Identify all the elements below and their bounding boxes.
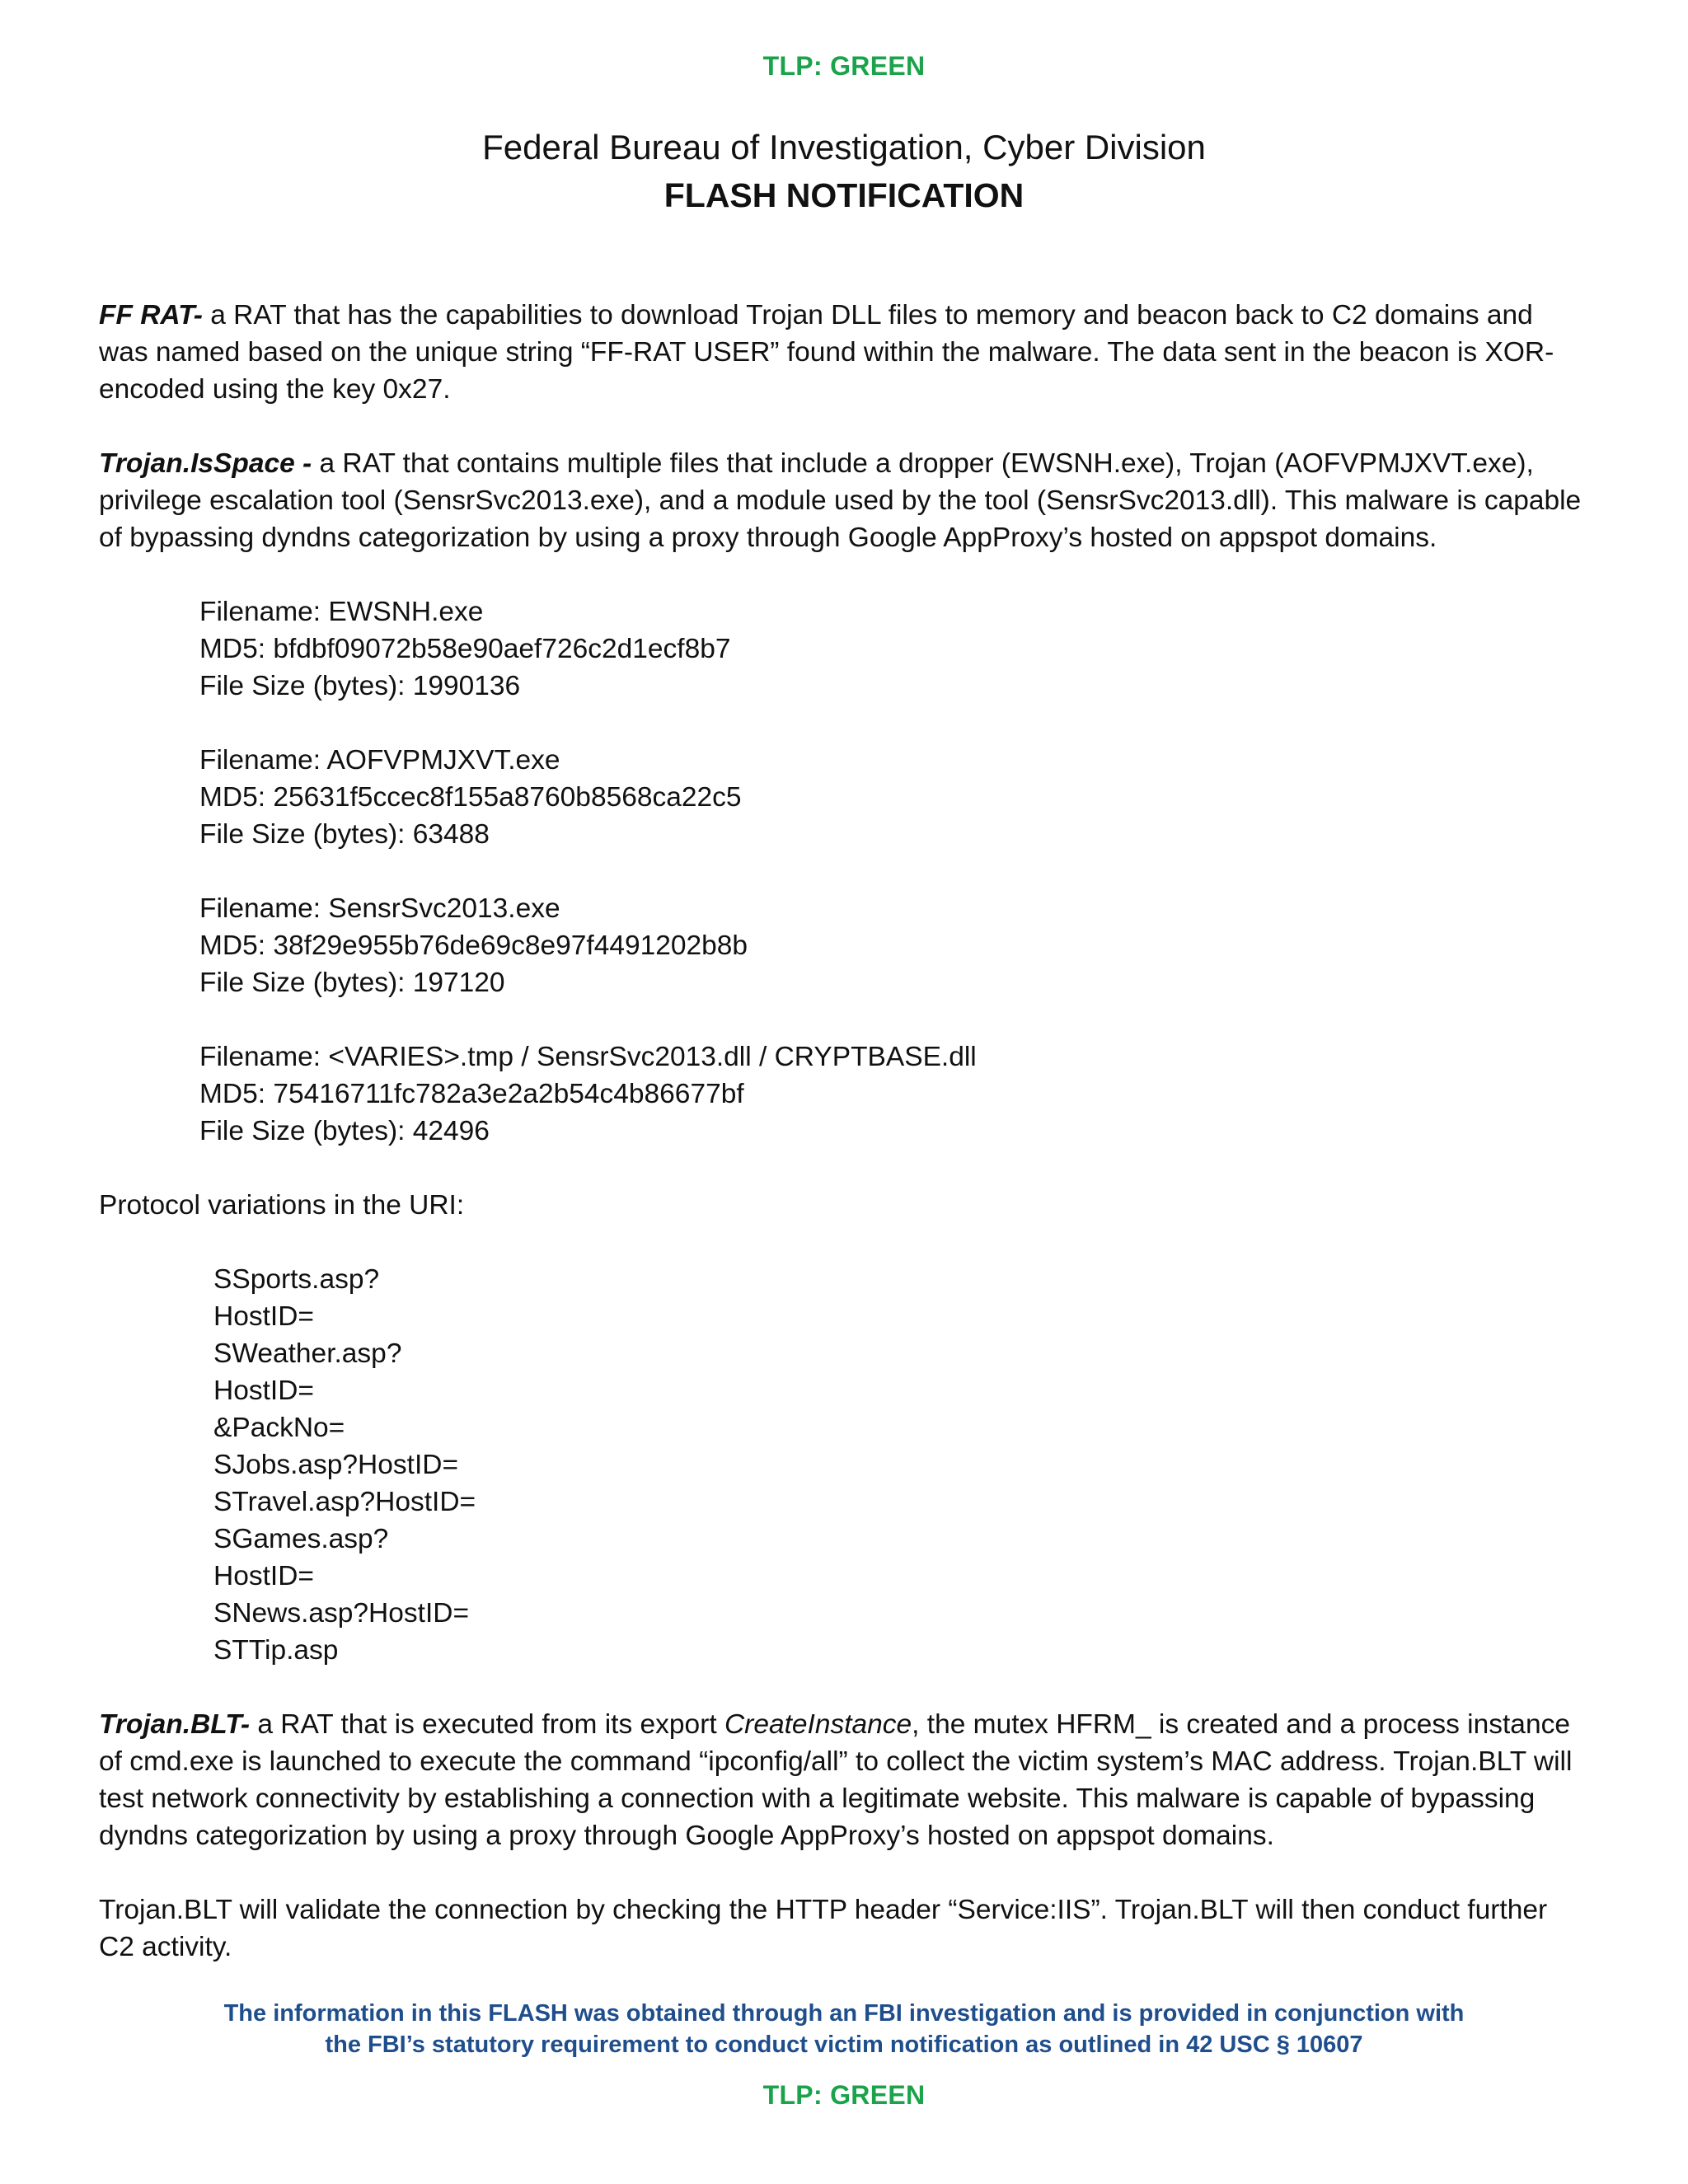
file-entry	[199, 742, 1582, 853]
blt-description-b: , the mutex HFRM_ is created and a process instance of cmd.exe is launched to execute the command “ipconfig/all” to collect the victim system’s MAC address. Trojan.BLT will test network connectivity by establishing a connection with a legitimate website. This malware is capable of bypassing dyndns categorization by using a proxy through Google AppProxy’s hosted on appspot domains.	[99, 1709, 1573, 1851]
uri-item: SSports.asp?	[213, 1264, 380, 1295]
footer-line: The information in this FLASH was obtained through an FBI investigation and is provided in conjunction with	[223, 2000, 1465, 2027]
uri-item: STravel.asp?HostID=	[213, 1487, 476, 1517]
blt-export-name: CreateInstance	[724, 1709, 912, 1740]
blt-term: Trojan.BLT-	[99, 1709, 251, 1740]
protocol-heading: Protocol variations in the URI:	[99, 1190, 465, 1221]
uri-item: SWeather.asp?	[213, 1338, 402, 1369]
file-md5: MD5: 25631f5ccec8f155a8760b8568ca22c5	[199, 782, 742, 813]
uri-item: HostID=	[213, 1376, 314, 1406]
uri-item: &PackNo=	[213, 1413, 345, 1443]
file-md5: MD5: bfdbf09072b58e90aef726c2d1ecf8b7	[199, 634, 731, 664]
uri-list	[213, 1261, 1582, 1669]
footer-disclaimer	[0, 1998, 1688, 2060]
isspace-paragraph	[99, 445, 1582, 556]
uri-item: HostID=	[213, 1301, 314, 1332]
blt-paragraph	[99, 1706, 1582, 1854]
ff-rat-term: FF RAT-	[99, 300, 203, 330]
file-entry	[199, 890, 1582, 1001]
document-body	[99, 297, 1582, 2003]
tlp-marking-bottom: TLP: GREEN	[762, 2080, 926, 2110]
footer-line: the FBI’s statutory requirement to conduct victim notification as outlined in 42 USC § 10607	[325, 2032, 1363, 2058]
tlp-marking-top: TLP: GREEN	[762, 51, 926, 81]
file-name: Filename: <VARIES>.tmp / SensrSvc2013.dll / CRYPTBASE.dll	[199, 1042, 977, 1072]
ff-rat-paragraph	[99, 297, 1582, 408]
agency-name: Federal Bureau of Investigation, Cyber Division	[482, 128, 1206, 166]
isspace-term: Trojan.IsSpace -	[99, 448, 312, 479]
file-size: File Size (bytes): 1990136	[199, 671, 521, 701]
blt-description-a: a RAT that is executed from its export	[250, 1709, 724, 1740]
file-size: File Size (bytes): 197120	[199, 968, 505, 998]
uri-item: HostID=	[213, 1561, 314, 1591]
blt-validate-paragraph: Trojan.BLT will validate the connection by checking the HTTP header “Service:IIS”. Trojan.BLT will then conduct further C2 activity.	[99, 1895, 1548, 1962]
file-name: Filename: SensrSvc2013.exe	[199, 893, 560, 924]
file-md5: MD5: 75416711fc782a3e2a2b54c4b86677bf	[199, 1079, 744, 1109]
ff-rat-description: a RAT that has the capabilities to download Trojan DLL files to memory and beacon back to C2 domains and was named based on the unique string “FF-RAT USER” found within the malware. The data sent in the beacon is XOR-encoded using the key 0x27.	[99, 300, 1554, 405]
file-md5: MD5: 38f29e955b76de69c8e97f4491202b8b	[199, 930, 748, 961]
uri-item: SNews.asp?HostID=	[213, 1598, 470, 1629]
file-size: File Size (bytes): 63488	[199, 819, 490, 850]
file-entry	[199, 593, 1582, 705]
uri-item: SJobs.asp?HostID=	[213, 1450, 459, 1480]
uri-item: SGames.asp?	[213, 1524, 389, 1554]
document-header	[0, 124, 1688, 219]
uri-item: STTip.asp	[213, 1635, 339, 1666]
isspace-description: a RAT that contains multiple files that include a dropper (EWSNH.exe), Trojan (AOFVPMJXVT.exe), privilege escalation tool (SensrSvc2013.exe), and a module used by the tool (SensrSvc2013.dll). This malware is capable of bypassing dyndns categorization by using a proxy through Google AppProxy’s hosted on appspot domains.	[99, 448, 1582, 553]
page-title: FLASH NOTIFICATION	[663, 176, 1025, 214]
file-name: Filename: EWSNH.exe	[199, 597, 484, 627]
file-entry	[199, 1038, 1582, 1150]
file-name: Filename: AOFVPMJXVT.exe	[199, 745, 560, 776]
file-size: File Size (bytes): 42496	[199, 1116, 490, 1146]
